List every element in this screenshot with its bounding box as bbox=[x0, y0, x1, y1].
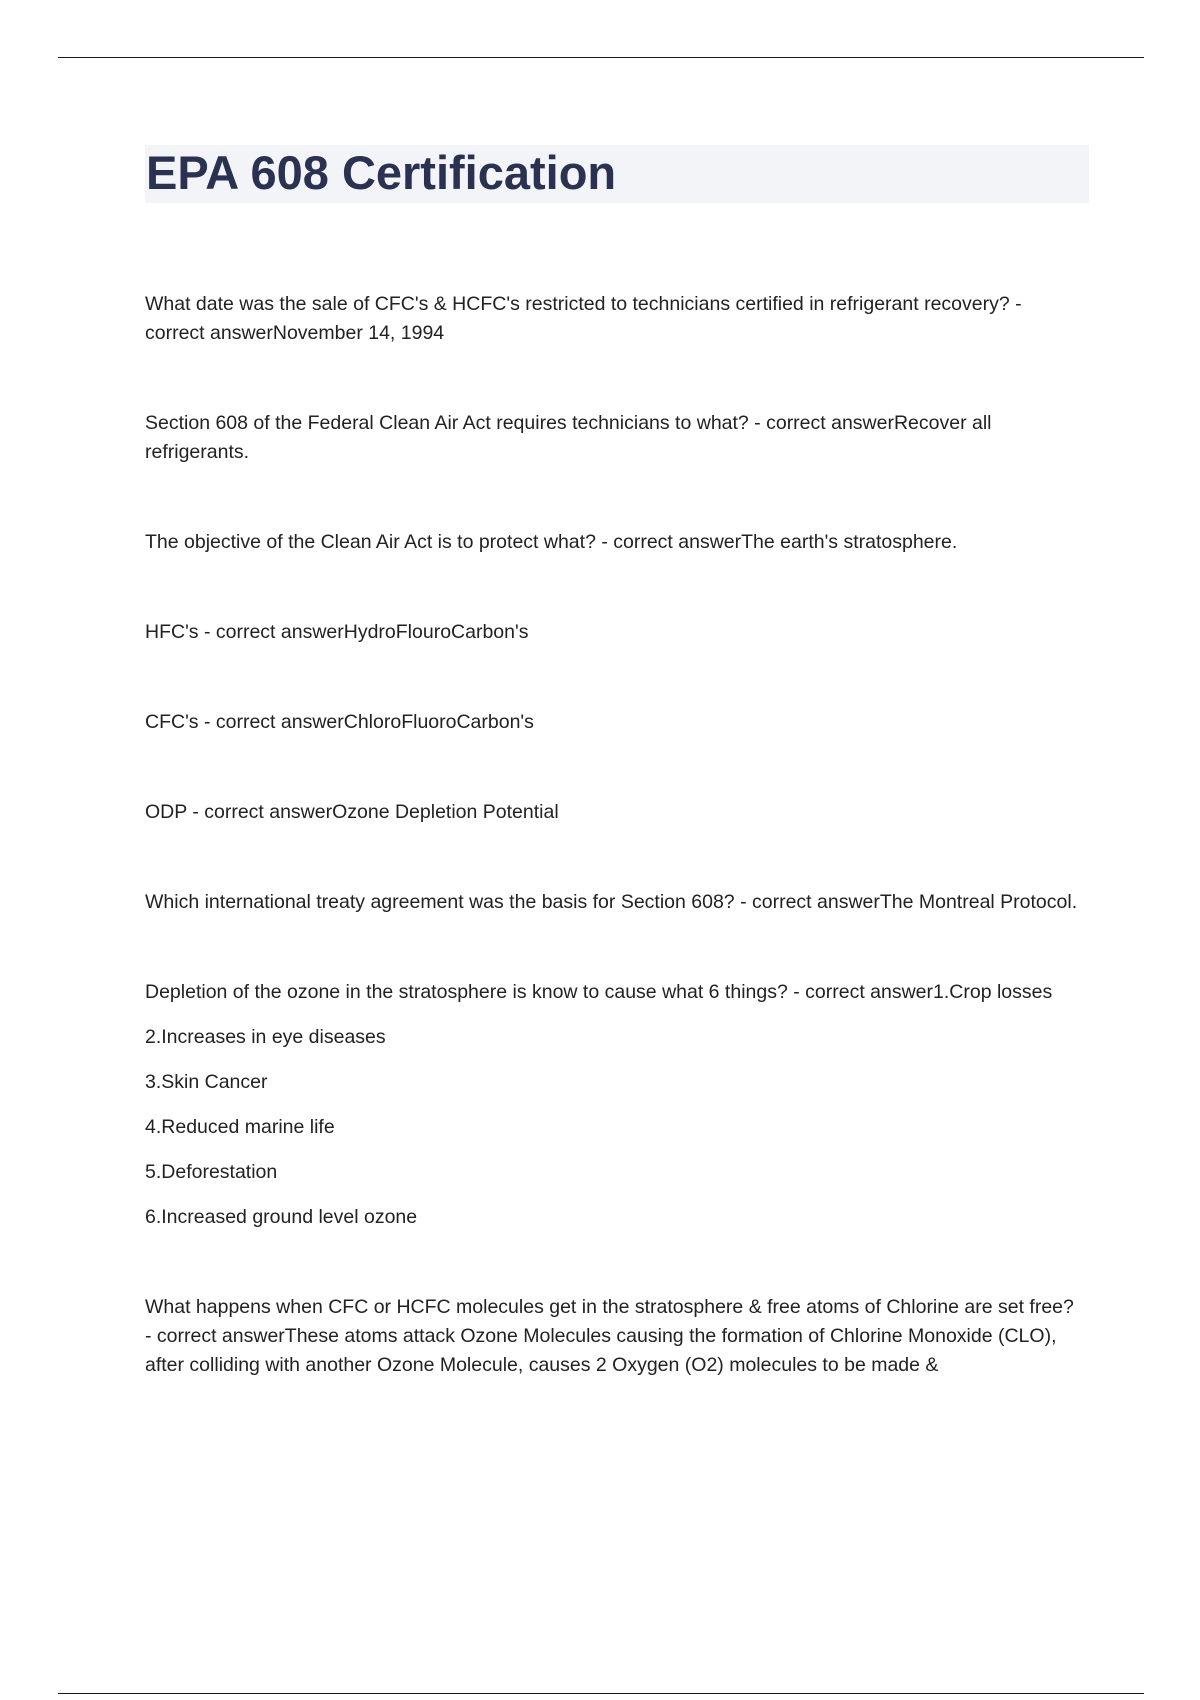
qa-item bbox=[145, 618, 1085, 647]
qa-item bbox=[145, 528, 1085, 557]
qa-item bbox=[145, 290, 1085, 348]
list-line: 4.Reduced marine life bbox=[145, 1116, 335, 1138]
qa-text: The objective of the Clean Air Act is to protect what? - correct answerThe earth's stratosphere. bbox=[145, 531, 958, 553]
qa-text: ODP - correct answerOzone Depletion Potential bbox=[145, 801, 559, 823]
qa-item bbox=[145, 409, 1085, 467]
qa-text: Depletion of the ozone in the stratosphere is know to cause what 6 things? - correct answer1.Crop losses bbox=[145, 981, 1053, 1003]
qa-text: HFC's - correct answerHydroFlouroCarbon's bbox=[145, 621, 529, 643]
list-line: 6.Increased ground level ozone bbox=[145, 1206, 418, 1228]
qa-item bbox=[145, 798, 1085, 827]
qa-text: Which international treaty agreement was the basis for Section 608? - correct answerThe Montreal Protocol. bbox=[145, 891, 1078, 913]
qa-item bbox=[145, 978, 1085, 1232]
top-rule bbox=[58, 57, 1144, 58]
bottom-rule bbox=[58, 1693, 1144, 1694]
list-line: 2.Increases in eye diseases bbox=[145, 1026, 386, 1048]
qa-text: What date was the sale of CFC's & HCFC's restricted to technicians certified in refrigerant recovery? - correct answerNovember 14, 1994 bbox=[145, 293, 1022, 344]
qa-list bbox=[145, 290, 1085, 1441]
qa-text: What happens when CFC or HCFC molecules get in the stratosphere & free atoms of Chlorine are set free? - correct answerThese atoms attack Ozone Molecules causing the formation of Chlorine Monoxide (CLO), after colliding with another Ozone Molecule, causes 2 Oxygen (O2) molecules to be made & bbox=[145, 1296, 1074, 1376]
qa-item bbox=[145, 1293, 1085, 1380]
qa-text: Section 608 of the Federal Clean Air Act requires technicians to what? - correct answerRecover all refrigerants. bbox=[145, 412, 992, 463]
qa-text: CFC's - correct answerChloroFluoroCarbon's bbox=[145, 711, 534, 733]
document-title: EPA 608 Certification bbox=[146, 146, 617, 199]
list-line: 5.Deforestation bbox=[145, 1161, 278, 1183]
qa-item bbox=[145, 708, 1085, 737]
list-line: 3.Skin Cancer bbox=[145, 1071, 268, 1093]
qa-item bbox=[145, 888, 1085, 917]
